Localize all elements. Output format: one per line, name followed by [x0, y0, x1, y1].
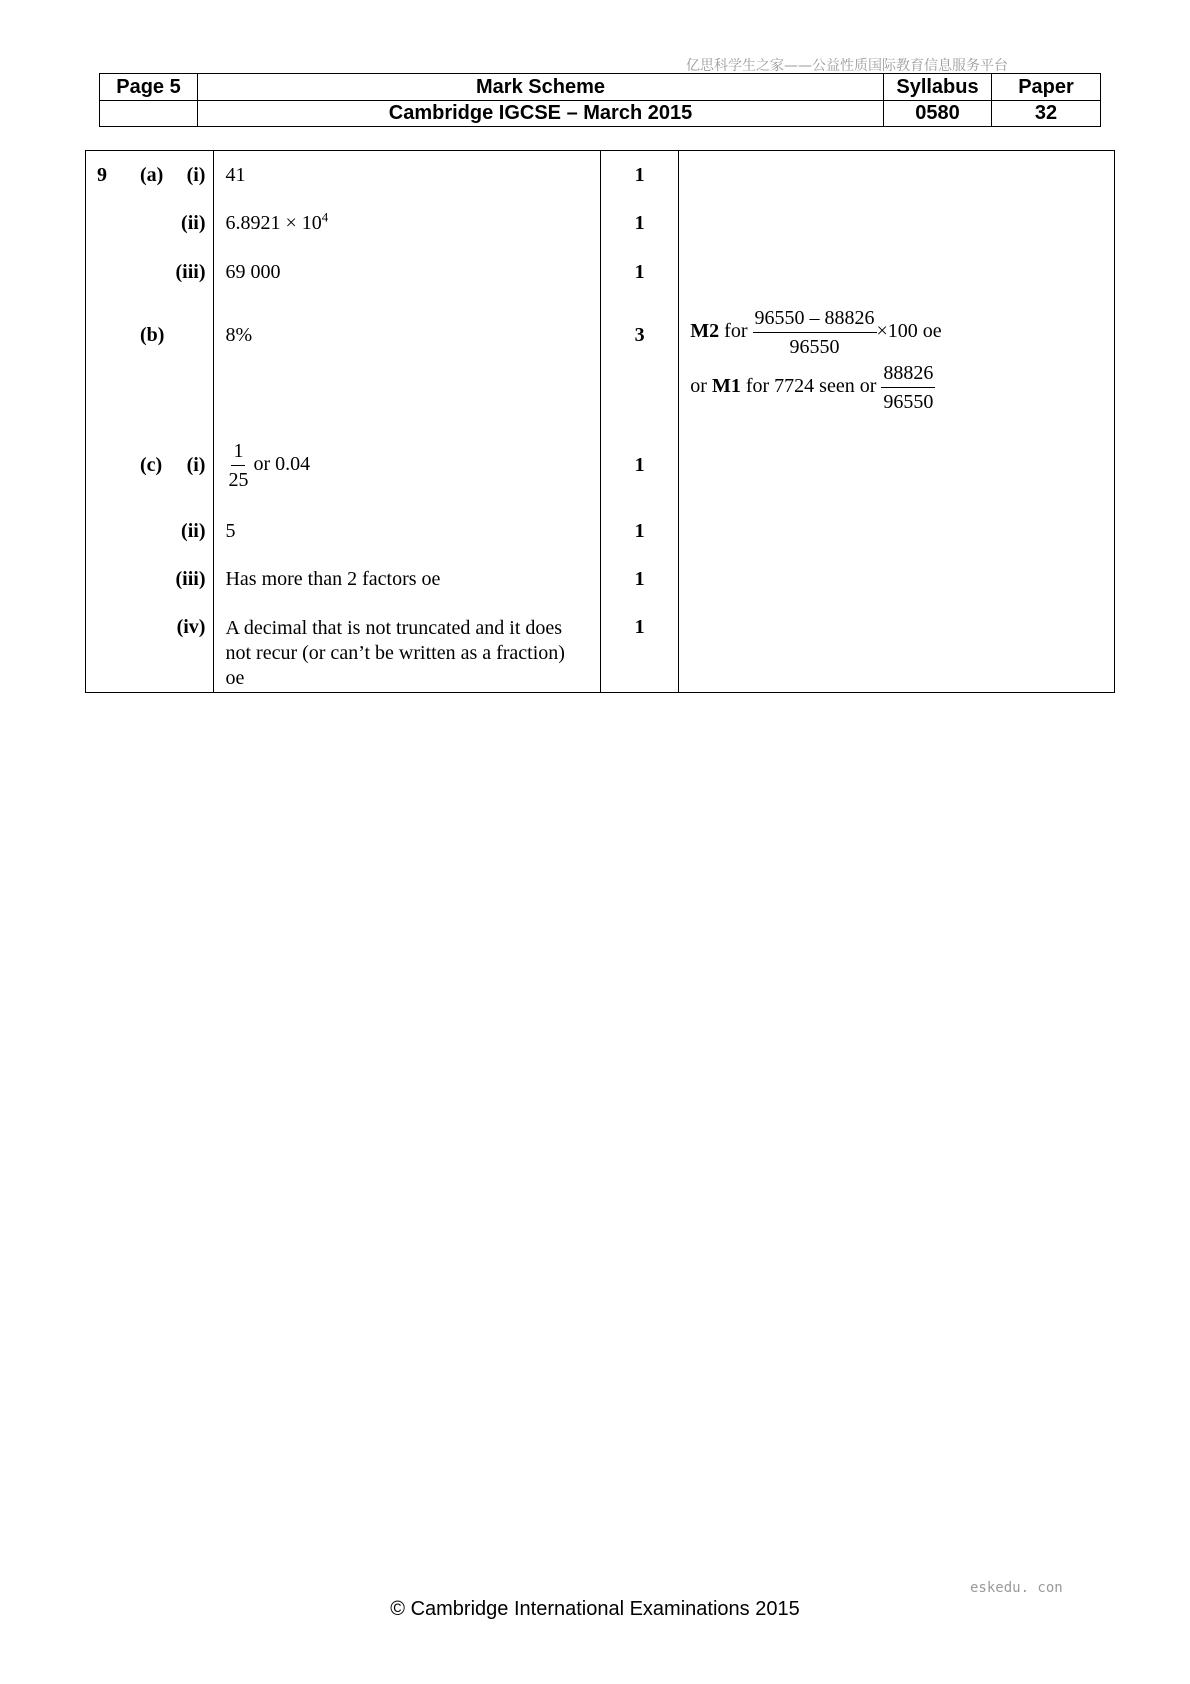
- table-row: [86, 299, 1115, 440]
- answer: 8%: [225, 323, 253, 346]
- document-title: Mark Scheme: [198, 74, 884, 101]
- answer: [214, 200, 600, 235]
- guidance-text: ×100 oe: [876, 319, 942, 342]
- fraction-denominator: 96550: [883, 390, 934, 413]
- table-row: [86, 604, 1115, 693]
- fraction-numerator: 1: [231, 440, 245, 466]
- method-mark-m2: M2: [690, 319, 720, 342]
- question-number: 9: [97, 164, 107, 186]
- part-label: (b): [140, 323, 165, 346]
- copyright-footer: © Cambridge International Examinations 2015: [390, 1598, 800, 1620]
- part-label: (c): [140, 453, 163, 476]
- header-blank: [100, 100, 198, 127]
- answer-base: 6.8921 × 10: [225, 211, 322, 234]
- question-label: [86, 151, 214, 200]
- subpart-label: (iv): [176, 615, 206, 638]
- table-row: [86, 249, 1115, 299]
- mark: 3: [634, 323, 645, 346]
- watermark-bottom: eskedu. con: [970, 1580, 1063, 1596]
- guidance-text: for 7724 seen or: [745, 374, 877, 397]
- guidance-text: or: [690, 374, 707, 397]
- subpart-label: (i): [186, 453, 206, 476]
- answer: 69 000: [225, 260, 281, 283]
- guidance-text: for: [724, 319, 748, 342]
- mark: 1: [634, 615, 645, 638]
- subpart-label: (iii): [175, 567, 206, 590]
- syllabus-code: 0580: [884, 100, 992, 127]
- table-row: [86, 440, 1115, 508]
- mark: 1: [634, 260, 645, 283]
- mark: 1: [634, 211, 645, 234]
- answer: [214, 440, 600, 491]
- fraction-numerator: 96550 – 88826: [753, 307, 877, 333]
- subpart-label: (ii): [181, 519, 206, 542]
- mark-scheme-table: [85, 150, 1115, 693]
- table-row: [86, 556, 1115, 604]
- method-mark-m1: M1: [711, 374, 741, 397]
- guidance: [679, 151, 1115, 200]
- table-row: [86, 200, 1115, 249]
- fraction-denominator: 25: [228, 468, 249, 491]
- subpart-label: (i): [186, 164, 206, 186]
- table-row: [86, 508, 1115, 556]
- fraction: [881, 362, 935, 413]
- fraction-numerator: 88826: [881, 362, 935, 388]
- subpart-label: (iii): [175, 260, 206, 283]
- mark: 1: [634, 453, 645, 476]
- fraction: [753, 307, 877, 358]
- part-label: (a): [140, 164, 164, 186]
- fraction: [228, 440, 248, 491]
- guidance-m1: [679, 358, 1114, 413]
- answer: 41: [225, 164, 246, 186]
- answer-tail: or 0.04: [253, 452, 311, 475]
- mark: 1: [634, 164, 645, 186]
- paper-label: Paper: [992, 74, 1101, 101]
- answer: 5: [225, 519, 236, 542]
- watermark-top: 亿思科学生之家——公益性质国际教育信息服务平台: [686, 58, 1008, 74]
- table-row: [86, 151, 1115, 200]
- answer: A decimal that is not truncated and it does not recur (or can’t be written as a fraction) oe: [225, 616, 565, 689]
- header-table: [99, 73, 1101, 127]
- mark: 1: [634, 519, 645, 542]
- syllabus-label: Syllabus: [884, 74, 992, 101]
- answer: Has more than 2 factors oe: [225, 567, 441, 590]
- mark: 1: [634, 567, 645, 590]
- fraction-denominator: 96550: [789, 335, 840, 358]
- answer-exponent: 4: [321, 208, 329, 224]
- subpart-label: (ii): [181, 211, 206, 234]
- guidance-m2: [679, 299, 1114, 358]
- document-subtitle: Cambridge IGCSE – March 2015: [198, 100, 884, 127]
- paper-number: 32: [992, 100, 1101, 127]
- page-number: Page 5: [100, 74, 198, 101]
